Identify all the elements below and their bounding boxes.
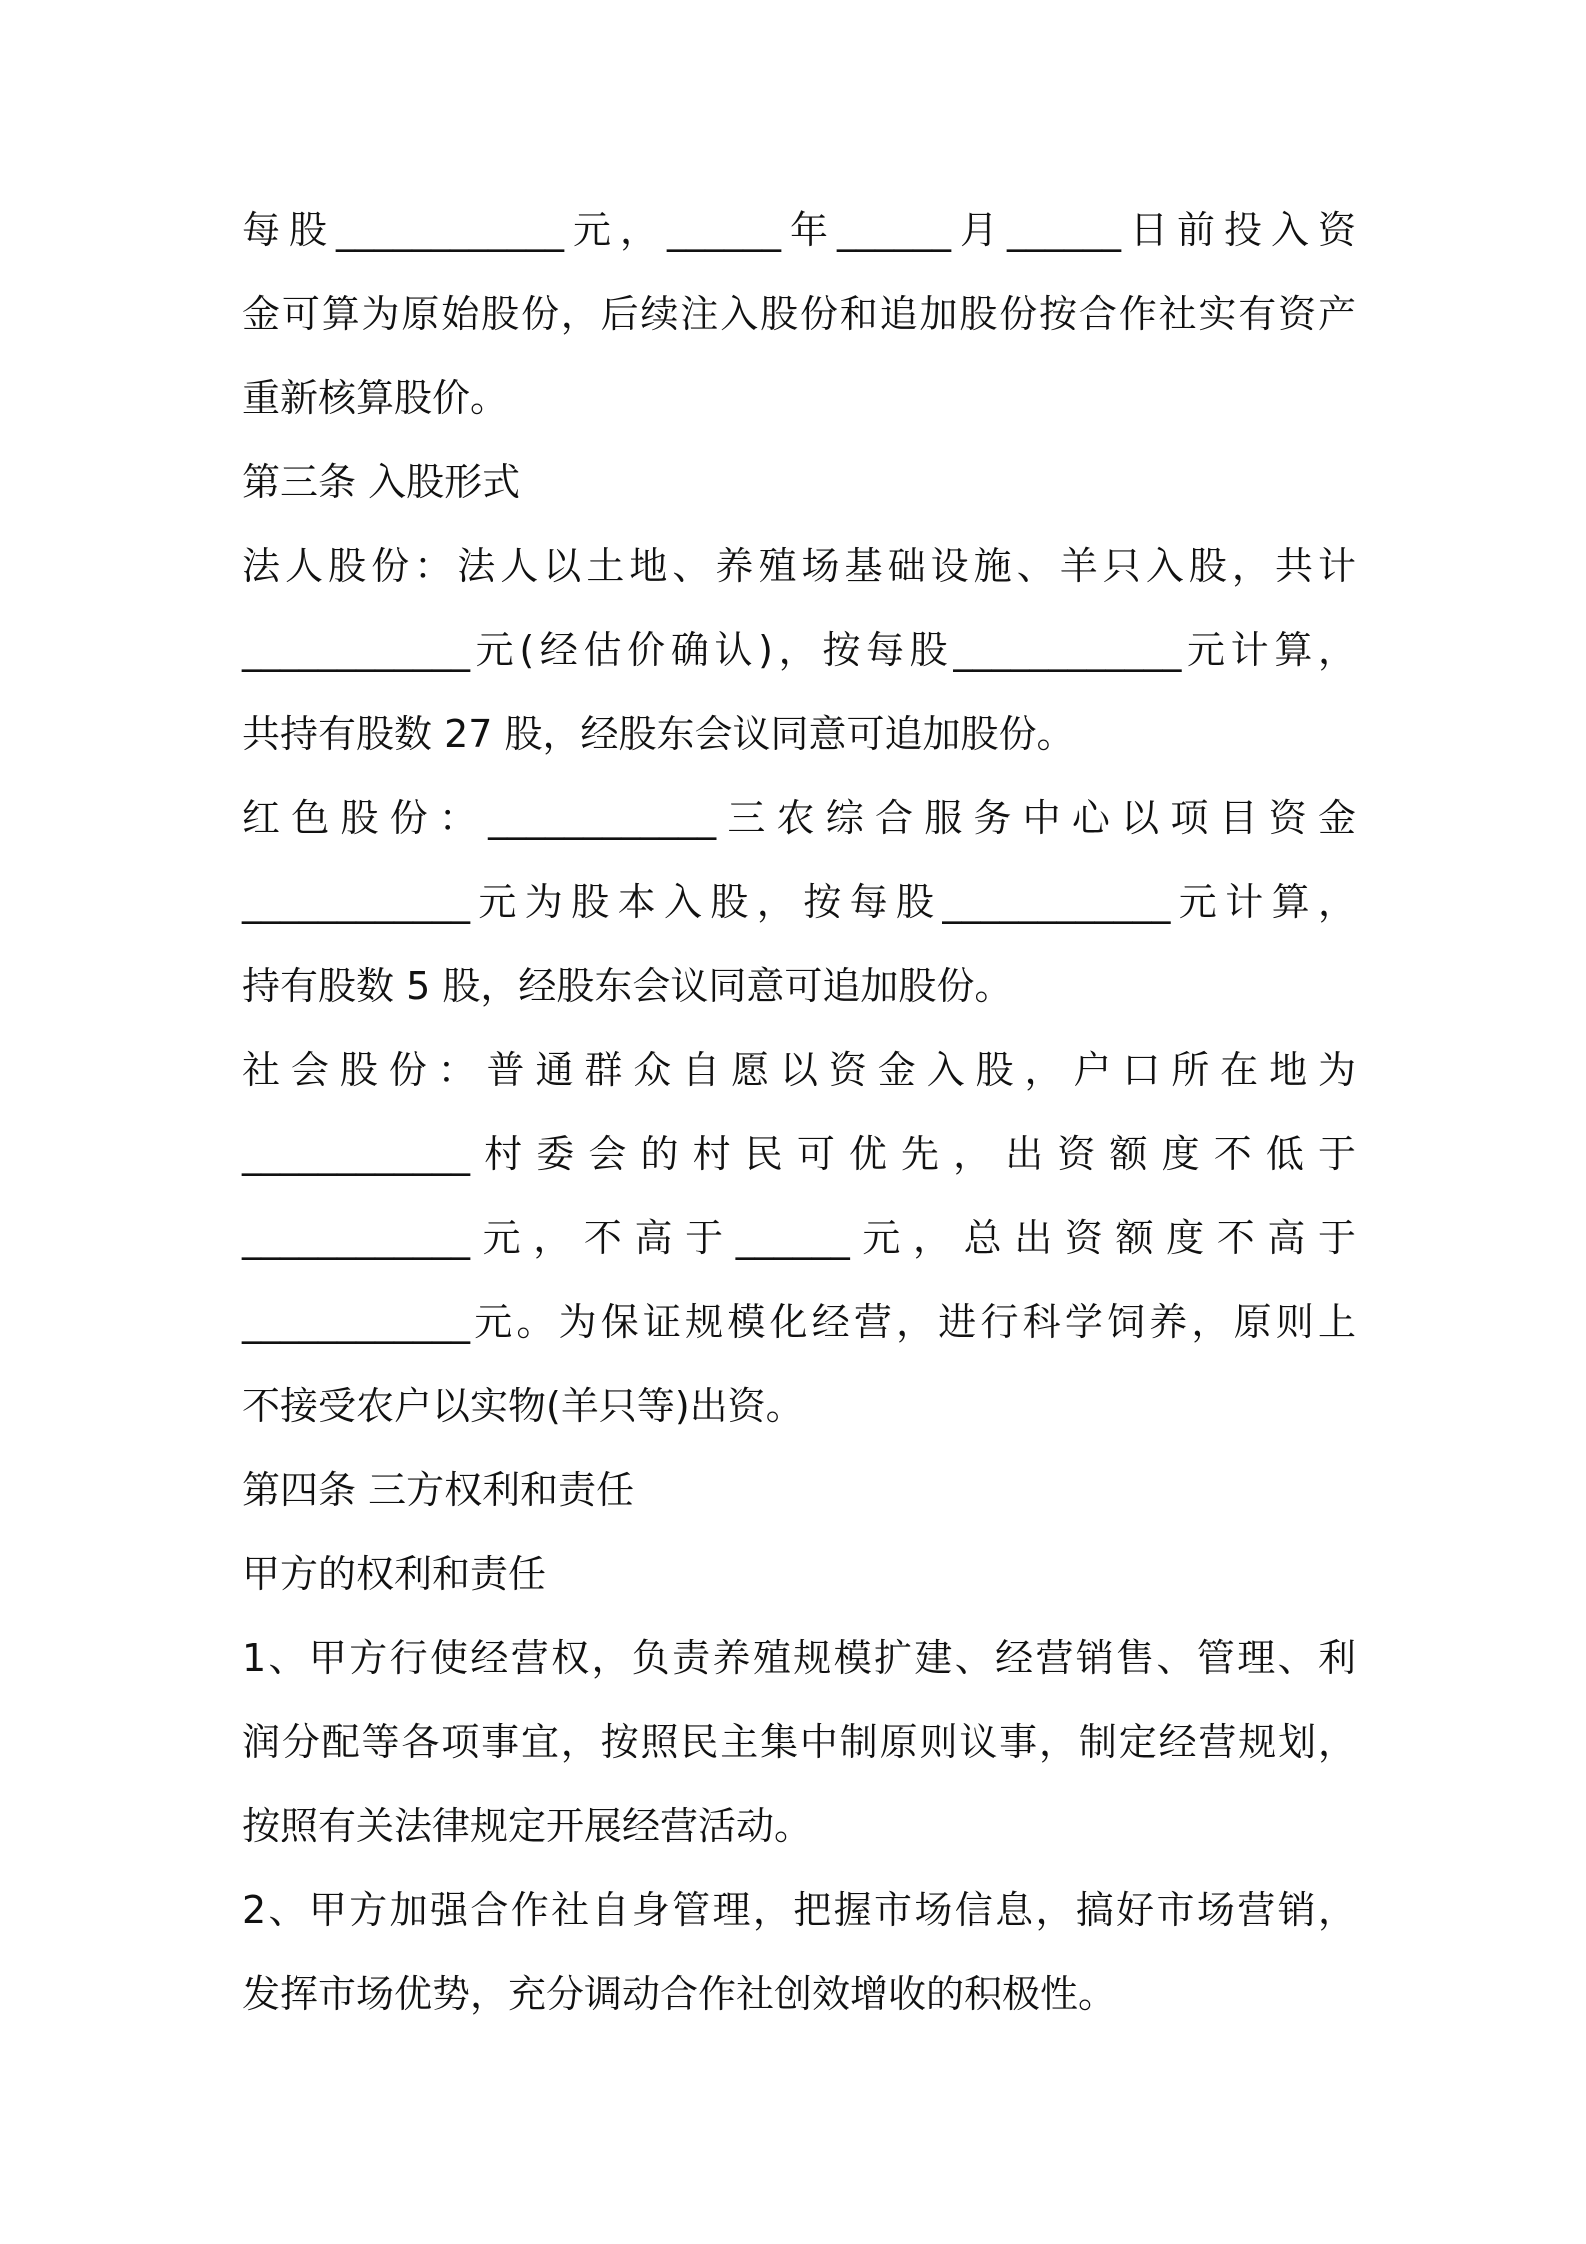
text-line: 润分配等各项事宜，按照民主集中制原则议事，制定经营规划， bbox=[242, 1720, 1356, 1764]
subsection-heading: 甲方的权利和责任 bbox=[242, 1552, 547, 1596]
section-heading: 第四条 三方权利和责任 bbox=[242, 1468, 635, 1512]
text-line: 社会股份：普通群众自愿以资金入股，户口所在地为 bbox=[242, 1048, 1356, 1092]
text-line: 共持有股数 27 股，经股东会议同意可追加股份。 bbox=[242, 712, 1075, 756]
text-line: 持有股数 5 股，经股东会议同意可追加股份。 bbox=[242, 964, 1013, 1008]
text-line: 发挥市场优势，充分调动合作社创效增收的积极性。 bbox=[242, 1972, 1117, 2016]
text-line: 按照有关法律规定开展经营活动。 bbox=[242, 1804, 813, 1848]
section-heading: 第三条 入股形式 bbox=[242, 460, 521, 504]
text-line: 1、甲方行使经营权，负责养殖规模扩建、经营销售、管理、利 bbox=[242, 1636, 1356, 1680]
text-line: 不接受农户以实物(羊只等)出资。 bbox=[242, 1384, 804, 1428]
text-line: 红色股份：____________三农综合服务中心以项目资金 bbox=[242, 796, 1356, 840]
text-line: ____________元，不高于______元，总出资额度不高于 bbox=[242, 1216, 1356, 1260]
text-line: ____________元为股本入股，按每股____________元计算， bbox=[242, 880, 1356, 924]
text-line: 法人股份：法人以土地、养殖场基础设施、羊只入股，共计 bbox=[242, 544, 1356, 588]
text-line: ____________元(经估价确认)，按每股____________元计算， bbox=[242, 628, 1356, 672]
text-line: 重新核算股价。 bbox=[242, 376, 509, 420]
text-line: 2、甲方加强合作社自身管理，把握市场信息，搞好市场营销， bbox=[242, 1888, 1356, 1932]
text-line: ____________村委会的村民可优先，出资额度不低于 bbox=[242, 1132, 1356, 1176]
text-line: 金可算为原始股份，后续注入股份和追加股份按合作社实有资产 bbox=[242, 292, 1356, 336]
text-line: ____________元。为保证规模化经营，进行科学饲养，原则上 bbox=[242, 1300, 1356, 1344]
text-line: 每股____________元，______年______月______日前投入资 bbox=[242, 208, 1356, 252]
